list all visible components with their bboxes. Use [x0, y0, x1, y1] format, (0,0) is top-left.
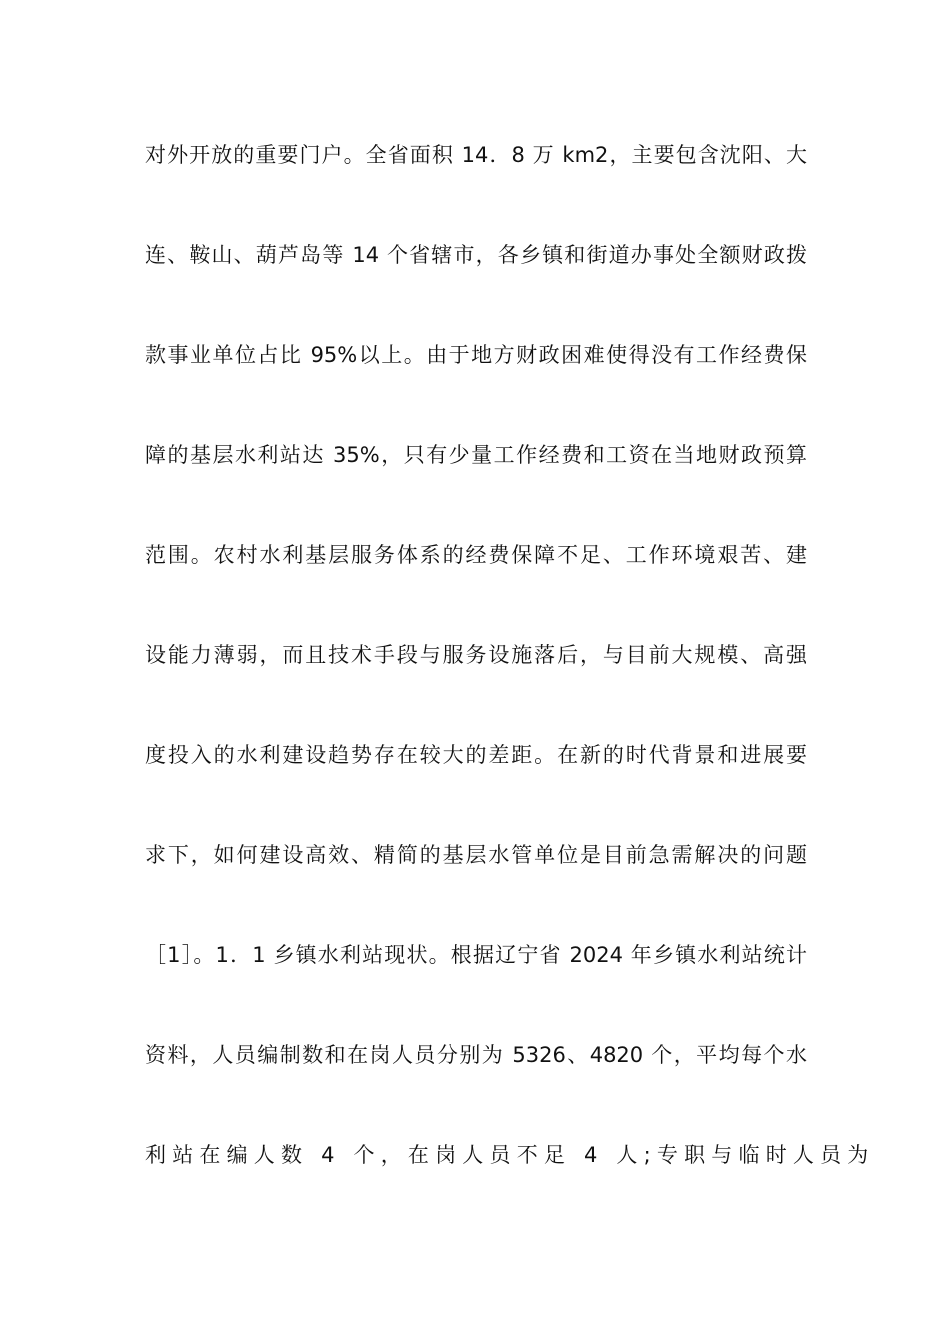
paragraph-line-5: 范围。农村水利基层服务体系的经费保障不足、工作环境艰苦、建	[145, 543, 807, 567]
paragraph-line-8: 求下，如何建设高效、精简的基层水管单位是目前急需解决的问题	[145, 843, 807, 867]
paragraph-line-11: 利站在编人数 4 个，在岗人员不足 4 人;专职与临时人员为	[145, 1143, 875, 1167]
paragraph-line-2: 连、鞍山、葫芦岛等 14 个省辖市，各乡镇和街道办事处全额财政拨	[145, 243, 807, 267]
paragraph-line-6: 设能力薄弱，而且技术手段与服务设施落后，与目前大规模、高强	[145, 643, 807, 667]
paragraph-line-7: 度投入的水利建设趋势存在较大的差距。在新的时代背景和进展要	[145, 743, 807, 767]
paragraph-line-4: 障的基层水利站达 35%，只有少量工作经费和工资在当地财政预算	[145, 443, 807, 467]
body-text	[145, 133, 875, 1233]
paragraph-line-3: 款事业单位占比 95%以上。由于地方财政困难使得没有工作经费保	[145, 343, 807, 367]
paragraph-line-9: ［1］。1．1 乡镇水利站现状。根据辽宁省 2024 年乡镇水利站统计	[145, 943, 807, 967]
paragraph-line-10: 资料，人员编制数和在岗人员分别为 5326、4820 个，平均每个水	[145, 1043, 807, 1067]
paragraph-line-1: 对外开放的重要门户。全省面积 14．8 万 km2，主要包含沈阳、大	[145, 143, 807, 167]
